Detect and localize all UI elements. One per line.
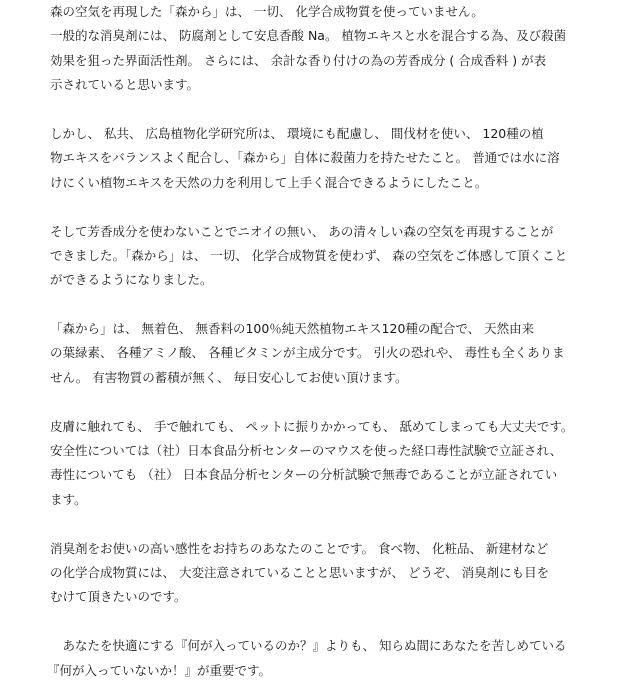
paragraph-line: 安全性については（社）日本食品分析センターのマウスを使った経口毒性試験で立証され、 xyxy=(50,443,563,459)
paragraph-1 xyxy=(50,0,590,98)
paragraph-spacer xyxy=(50,512,590,536)
paragraph-line: 森の空気を再現した「森から」は、 一切、 化学合成物質を使っていません。 xyxy=(50,4,484,19)
paragraph-line: そして芳香成分を使わないことでニオイの無い、 あの清々しい森の空気を再現することが xyxy=(50,223,554,239)
paragraph-line: ができるようになりました。 xyxy=(50,272,213,288)
paragraph-line: 物エキスをバランスよく配合し、「森から」自体に殺菌力を持たせたこと。 普通では水に溶 xyxy=(50,150,560,166)
paragraph-line: 効果を狙った界面活性剤。 さらには、 余計な香り付けの為の芳香成分 ( 合成香料 ) が表 xyxy=(50,52,547,68)
paragraph-6 xyxy=(50,537,590,610)
paragraph-line: 示されていると思います。 xyxy=(50,77,200,93)
paragraph-line: 毒性についても （社） 日本食品分析センターの分析試験で無毒であることが立証されてい xyxy=(50,467,558,483)
paragraph-spacer xyxy=(50,98,590,122)
paragraph-line: しかし、 私共、 広島植物化学研究所は、 環境にも配慮し、 間伐材を使い、 120種の植 xyxy=(50,125,544,141)
document-body xyxy=(47,0,590,683)
paragraph-4 xyxy=(50,317,590,390)
paragraph-line: せん。 有害物質の蓄積が無く、 毎日安心してお使い頂けます。 xyxy=(50,369,408,385)
paragraph-spacer xyxy=(50,195,590,219)
paragraph-line: 一般的な消臭剤には、 防腐剤として安息香酸 Na。 植物エキスと水を混合する為、及び殺菌 xyxy=(50,28,567,44)
paragraph-2 xyxy=(50,122,590,195)
paragraph-7 xyxy=(47,634,590,683)
paragraph-line: 皮膚に触れても、 手で触れても、 ペットに振りかかっても、 舐めてしまっても大丈夫です。 xyxy=(50,418,574,434)
paragraph-line: あなたを快適にする『何が入っているのか？』よりも、 知らぬ間にあなたを苦しめている xyxy=(50,638,567,654)
paragraph-spacer xyxy=(50,390,590,414)
paragraph-spacer xyxy=(50,610,590,634)
paragraph-line: 『何が入っていないか！』が重要です。 xyxy=(47,662,272,678)
paragraph-3 xyxy=(50,220,590,293)
paragraph-5 xyxy=(50,415,590,513)
paragraph-line: 「森から」は、 無着色、 無香料の100％純天然植物エキス120種の配合で、 天然由来 xyxy=(50,321,535,337)
paragraph-line: けにくい植物エキスを天然の力を利用して上手く混合できるようにしたこと。 xyxy=(50,174,488,190)
paragraph-spacer xyxy=(50,293,590,317)
paragraph-line: ます。 xyxy=(50,491,87,507)
paragraph-line: むけて頂きたいのです。 xyxy=(50,589,187,605)
paragraph-line: の葉緑素、 各種アミノ酸、 各種ビタミンが主成分です。 引火の恐れや、 毒性も全くありま xyxy=(50,345,565,361)
paragraph-line: 消臭剤をお使いの高い感性をお持ちのあなたのことです。 食べ物、 化粧品、 新建材など xyxy=(50,540,549,556)
paragraph-line: の化学合成物質には、 大変注意されていることと思いますが、 どうぞ、 消臭剤にも目を xyxy=(50,564,550,580)
paragraph-line: できました。「森から」は、 一切、 化学合成物質を使わず、 森の空気をご体感して頂くこと xyxy=(50,247,568,263)
